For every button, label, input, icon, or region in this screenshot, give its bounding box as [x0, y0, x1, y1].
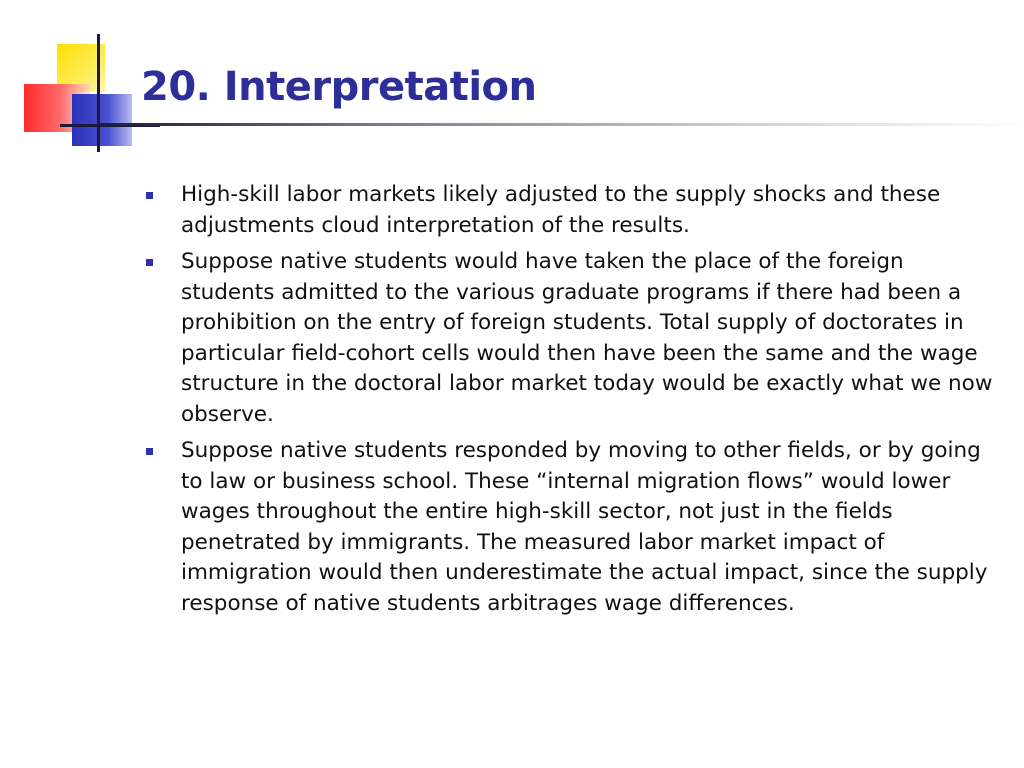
bullet-item [142, 436, 1002, 619]
bullet-text: Suppose native students would have taken the place of the foreign students admitted to the various graduate programs if there had been a prohibition on the entry of foreign students. Total supply of doctorates in particular field-cohort cells would then have been the same and the wage structure in the doctoral labor market today would be exactly what we now observe. [181, 249, 993, 427]
logo-vertical-line [97, 34, 100, 152]
square-bullet-icon [146, 192, 153, 199]
bullet-item [142, 180, 1002, 241]
square-bullet-icon [146, 448, 153, 455]
bullet-text: Suppose native students responded by moving to other fields, or by going to law or business school. These “internal migration flows” would lower wages throughout the entire high-skill sector, not just in the fields penetrated by immigrants. The measured labor market impact of immigration would then underestimate the actual impact, since the supply response of native students arbitrages wage differences. [181, 438, 988, 616]
bullet-item [142, 247, 1002, 430]
title-divider [100, 123, 1024, 126]
bullet-list [142, 180, 1002, 619]
logo-blue-square [72, 94, 132, 146]
slide-body [142, 180, 1002, 625]
square-bullet-icon [146, 259, 153, 266]
bullet-text: High-skill labor markets likely adjusted to the supply shocks and these adjustments cloud interpretation of the results. [181, 182, 941, 238]
slide-logo-icon [0, 0, 160, 160]
slide-title: 20. Interpretation [141, 64, 537, 110]
